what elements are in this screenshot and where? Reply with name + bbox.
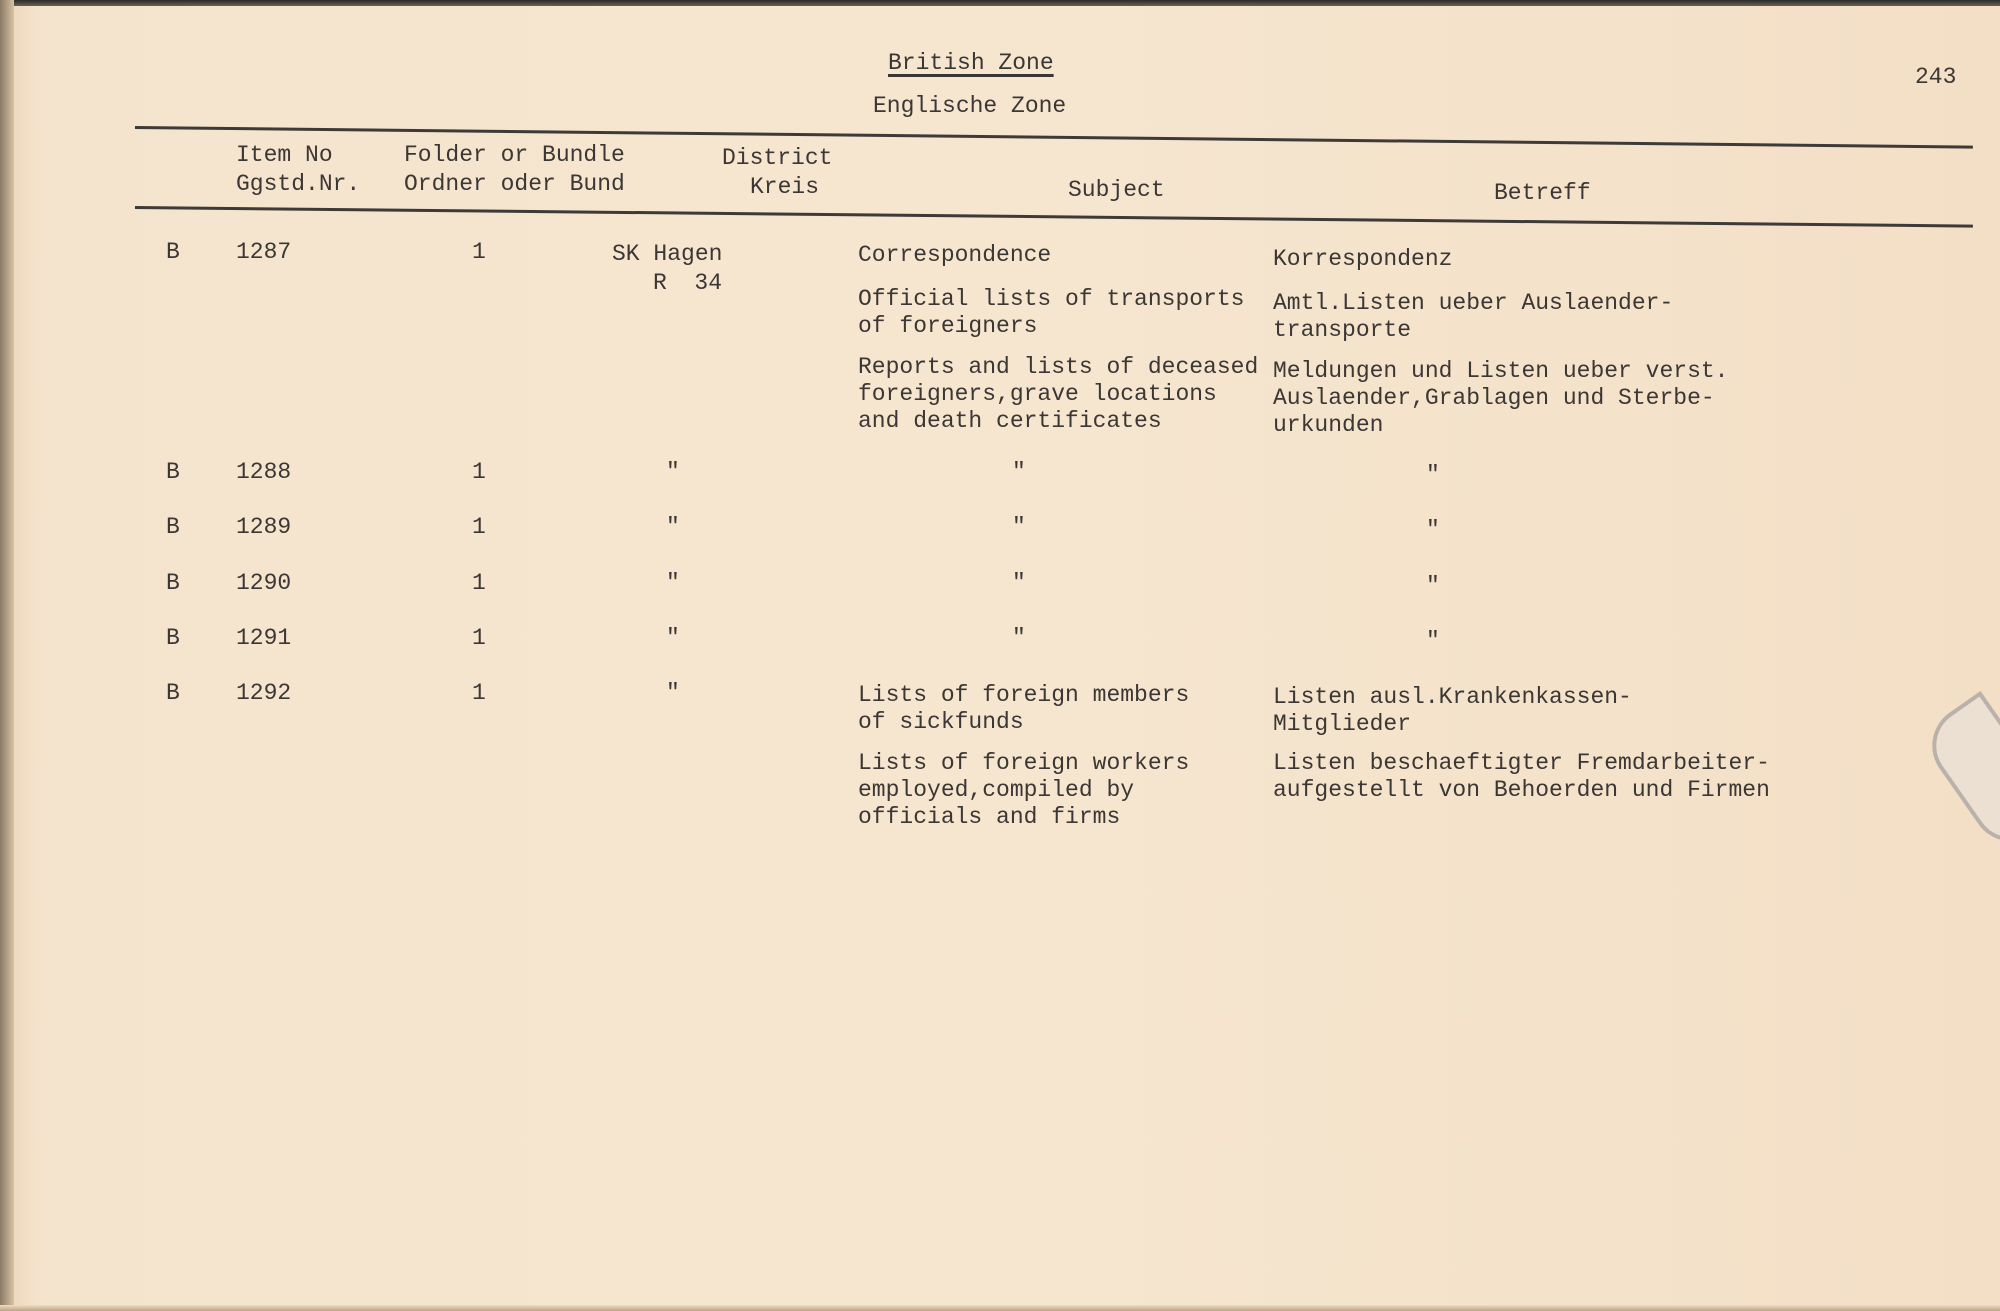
col-subject: Subject	[1068, 177, 1165, 203]
folder-count: 1	[472, 570, 486, 596]
item-number: 1290	[236, 570, 292, 596]
subject-ditto: "	[1012, 570, 1026, 596]
district-ditto: "	[666, 625, 680, 651]
folder-count: 1	[472, 459, 486, 485]
row-prefix: B	[166, 680, 180, 706]
col-folder-de: Ordner oder Bund	[404, 171, 625, 197]
subject-ditto: "	[1012, 459, 1026, 485]
betreff-text: Korrespondenz	[1273, 246, 1453, 272]
district: SK Hagen	[612, 241, 723, 267]
page-number: 243	[1915, 64, 1957, 90]
betreff-ditto: "	[1426, 517, 1440, 543]
row-prefix: B	[166, 239, 180, 265]
subject-text: Reports and lists of deceased foreigners,grave locations and death certificates	[858, 354, 1259, 434]
item-number: 1287	[236, 239, 292, 265]
betreff-text: Amtl.Listen ueber Auslaender- transporte	[1273, 290, 1674, 343]
folder-count: 1	[472, 239, 486, 265]
row-prefix: B	[166, 570, 180, 596]
col-district-en: District	[722, 145, 833, 171]
page-top-edge	[0, 0, 2000, 6]
betreff-text: Listen beschaeftigter Fremdarbeiter- aufgestellt von Behoerden und Firmen	[1273, 750, 1770, 803]
folder-count: 1	[472, 514, 486, 540]
betreff-text: Meldungen und Listen ueber verst. Auslaender,Grablagen und Sterbe- urkunden	[1273, 358, 1729, 438]
item-number: 1289	[236, 514, 292, 540]
col-item-de: Ggstd.Nr.	[236, 171, 361, 197]
subject-text: Lists of foreign members of sickfunds	[858, 682, 1190, 735]
col-folder-en: Folder or Bundle	[404, 142, 625, 168]
district-ref: R 34	[653, 270, 723, 296]
betreff-ditto: "	[1426, 462, 1440, 488]
page-bottom-edge	[0, 1305, 2000, 1311]
betreff-text: Listen ausl.Krankenkassen- Mitglieder	[1273, 684, 1632, 737]
page-binding-edge	[0, 0, 14, 1311]
subject-ditto: "	[1012, 625, 1026, 651]
item-number: 1292	[236, 680, 292, 706]
item-number: 1291	[236, 625, 292, 651]
subject-text: Lists of foreign workers employed,compiled by officials and firms	[858, 750, 1190, 830]
folder-count: 1	[472, 680, 486, 706]
row-prefix: B	[166, 625, 180, 651]
betreff-ditto: "	[1426, 628, 1440, 654]
col-district-de: Kreis	[750, 174, 820, 200]
district-ditto: "	[666, 680, 680, 706]
col-betreff: Betreff	[1494, 180, 1591, 206]
item-number: 1288	[236, 459, 292, 485]
zone-subtitle: Englische Zone	[873, 93, 1067, 119]
district-ditto: "	[666, 459, 680, 485]
betreff-ditto: "	[1426, 573, 1440, 599]
subject-text: Official lists of transports of foreigners	[858, 286, 1245, 339]
folder-count: 1	[472, 625, 486, 651]
district-ditto: "	[666, 570, 680, 596]
row-prefix: B	[166, 514, 180, 540]
col-item-en: Item No	[236, 142, 333, 168]
row-prefix: B	[166, 459, 180, 485]
district-ditto: "	[666, 514, 680, 540]
subject-ditto: "	[1012, 514, 1026, 540]
zone-title: British Zone	[888, 50, 1054, 76]
subject-text: Correspondence	[858, 242, 1052, 268]
